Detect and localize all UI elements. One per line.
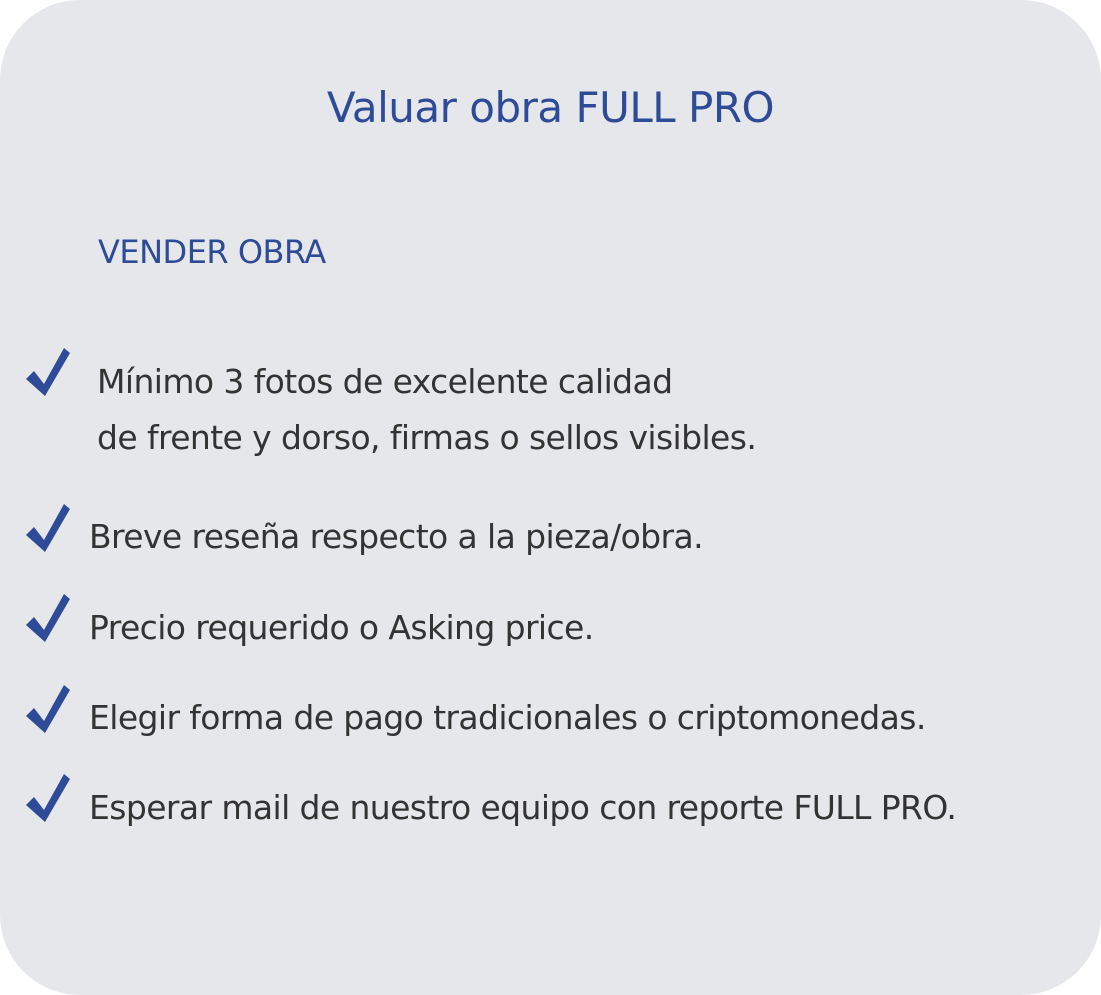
card-title: Valuar obra FULL PRO: [326, 83, 775, 132]
list-item-text: [89, 600, 594, 656]
list-item-text: [89, 509, 703, 565]
check-icon: [24, 772, 72, 824]
check-icon: [24, 683, 72, 735]
card-subtitle: VENDER OBRA: [98, 233, 326, 271]
list-item-line: Mínimo 3 fotos de excelente calidad: [97, 362, 673, 401]
check-icon: [24, 346, 72, 398]
list-item-line: Elegir forma de pago tradicionales o criptomonedas.: [89, 698, 926, 737]
list-item-text: [97, 354, 756, 466]
list-item-text: [89, 690, 926, 746]
check-icon: [24, 502, 72, 554]
list-item-line: Breve reseña respecto a la pieza/obra.: [89, 517, 704, 556]
list-item-line: de frente y dorso, firmas o sellos visibles.: [97, 418, 757, 457]
list-item-text: [89, 780, 956, 836]
list-item-line: Precio requerido o Asking price.: [89, 608, 594, 647]
check-icon: [24, 592, 72, 644]
list-item-line: Esperar mail de nuestro equipo con reporte FULL PRO.: [89, 788, 957, 827]
